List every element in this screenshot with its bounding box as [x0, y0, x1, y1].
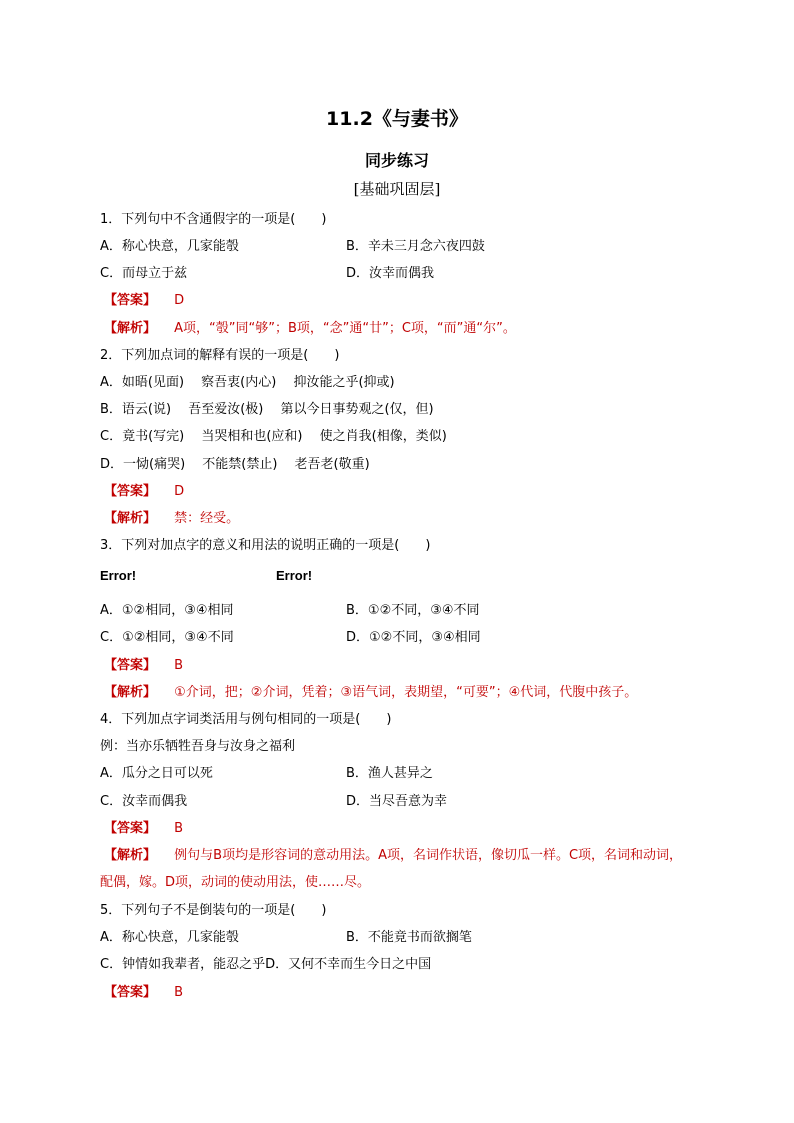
q4-analysis-text-1: 例句与B项均是形容词的意动用法。A项，名词作状语，像切瓜一样。C项，名词和动词，: [174, 848, 683, 863]
q1-answer-value: D: [174, 293, 185, 308]
q2-option-d: D．一恸(痛哭) 不能禁(禁止) 老吾老(敬重): [100, 457, 370, 472]
analysis-tag: 【解析】: [104, 511, 157, 526]
q1-answer: [104, 292, 184, 310]
q3-analysis-text: ①介词，把；②介词，凭着；③语气词，表期望，“可要”；④代词，代腹中孩子。: [174, 685, 638, 700]
q5-stem: 5．下列句子不是倒装句的一项是( ): [100, 903, 327, 918]
q4-option-c: C．汝幸而偶我: [100, 794, 188, 809]
section-label: [基础巩固层]: [353, 180, 441, 198]
q5-option-cd: C．钟情如我辈者，能忍之乎D．又何不幸而生今日之中国: [100, 957, 432, 972]
answer-tag: 【答案】: [104, 658, 157, 673]
q1-analysis: [104, 320, 516, 338]
analysis-tag: 【解析】: [104, 321, 157, 336]
page-title: 11.2《与妻书》: [326, 108, 468, 130]
analysis-tag: 【解析】: [104, 685, 157, 700]
q4-analysis-text-2: 配偶，嫁。D项，动词的使动用法，使……尽。: [100, 875, 371, 890]
q4-option-a: A．瓜分之日可以死: [100, 766, 213, 781]
answer-tag: 【答案】: [104, 484, 157, 499]
q1-analysis-text: A项，“彀”同“够”；B项，“念”通“廿”；C项，“而”通“尔”。: [174, 321, 516, 336]
q4-answer-value: B: [174, 821, 184, 836]
q2-option-a: A．如晤(见面) 察吾衷(内心) 抑汝能之乎(抑或): [100, 375, 395, 390]
q3-option-b: B．①②不同，③④不同: [346, 603, 480, 618]
q4-answer: [104, 820, 183, 838]
q1-stem: 1．下列句中不含通假字的一项是( ): [100, 212, 327, 227]
q5-answer-value: B: [174, 985, 184, 1000]
q3-answer-value: B: [174, 658, 184, 673]
q3-error-field-2: Error!: [276, 568, 313, 583]
q1-option-d: D．汝幸而偶我: [346, 266, 435, 281]
answer-tag: 【答案】: [104, 985, 157, 1000]
analysis-tag: 【解析】: [104, 848, 157, 863]
q5-option-b: B．不能竟书而欲搁笔: [346, 930, 472, 945]
q2-answer-value: D: [174, 484, 185, 499]
q5-option-a: A．称心快意，几家能彀: [100, 930, 239, 945]
q3-analysis: [104, 684, 637, 702]
page-subtitle: 同步练习: [364, 151, 429, 170]
q1-option-a: A．称心快意，几家能彀: [100, 239, 239, 254]
q4-analysis: [104, 847, 682, 865]
q3-option-c: C．①②相同，③④不同: [100, 630, 234, 645]
answer-tag: 【答案】: [104, 821, 157, 836]
q2-stem: 2．下列加点词的解释有误的一项是( ): [100, 348, 340, 363]
q1-option-c: C．而母立于兹: [100, 266, 188, 281]
q3-option-a: A．①②相同，③④相同: [100, 603, 234, 618]
q3-error-field-1: Error!: [100, 568, 137, 583]
answer-tag: 【答案】: [104, 293, 157, 308]
q2-analysis-text: 禁：经受。: [174, 511, 240, 526]
q2-option-b: B．语云(说) 吾至爱汝(极) 第以今日事势观之(仅，但): [100, 402, 434, 417]
q4-option-b: B．渔人甚异之: [346, 766, 433, 781]
q1-option-b: B．辛未三月念六夜四鼓: [346, 239, 485, 254]
q5-answer: [104, 984, 183, 1002]
q4-example: 例：当亦乐牺牲吾身与汝身之福利: [100, 739, 296, 754]
q4-option-d: D．当尽吾意为幸: [346, 794, 448, 809]
q2-analysis: [104, 510, 239, 528]
q3-option-d: D．①②不同，③④相同: [346, 630, 481, 645]
q3-answer: [104, 657, 183, 675]
q3-stem: 3．下列对加点字的意义和用法的说明正确的一项是( ): [100, 538, 431, 553]
q2-answer: [104, 483, 184, 501]
q4-stem: 4．下列加点字词类活用与例句相同的一项是( ): [100, 712, 392, 727]
q2-option-c: C．竟书(写完) 当哭相和也(应和) 使之肖我(相像，类似): [100, 429, 447, 444]
